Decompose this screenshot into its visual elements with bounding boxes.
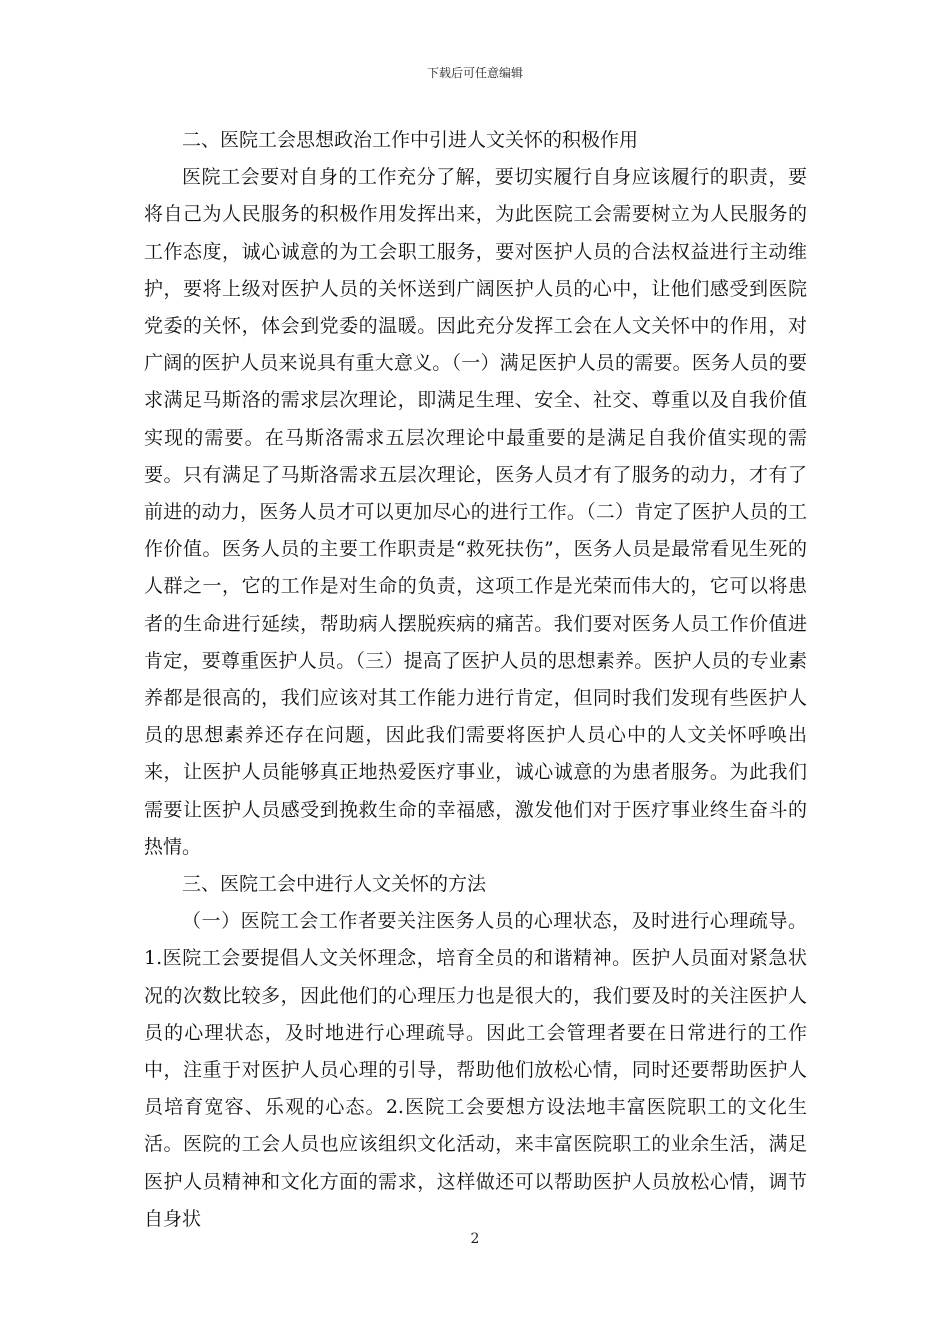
body-paragraph-1: 医院工会要对自身的工作充分了解，要切实履行自身应该履行的职责，要将自己为人民服务的积极作用发挥出来，为此医院工会需要树立为人民服务的工作态度，诚心诚意的为工会职工服务，要对医护人员的合法权益进行主动维护，要将上级对医护人员的关怀送到广阔医护人员的心中，让他们感受到医院党委的关怀，体会到党委的温暖。因此充分发挥工会在人文关怀中的作用，对广阔的医护人员来说具有重大意义。（一）满足医护人员的需要。医务人员的要求满足马斯洛的需求层次理论，即满足生理、安全、社交、尊重以及自我价值实现的需要。在马斯洛需求五层次理论中最重要的是满足自我价值实现的需要。只有满足了马斯洛需求五层次理论，医务人员才有了服务的动力，才有了前进的动力，医务人员才可以更加尽心的进行工作。（二）肯定了医护人员的工作价值。医务人员的主要工作职责是“救死扶伤”，医务人员是最常看见生死的人群之一，它的工作是对生命的负责，这项工作是光荣而伟大的，它可以将患者的生命进行延续，帮助病人摆脱疾病的痛苦。我们要对医务人员工作价值进肯定，要尊重医护人员。（三）提高了医护人员的思想素养。医护人员的专业素养都是很高的，我们应该对其工作能力进行肯定，但同时我们发现有些医护人员的思想素养还存在问题，因此我们需要将医护人员心中的人文关怀呼唤出来，让医护人员能够真正地热爱医疗事业，诚心诚意的为患者服务。为此我们需要让医护人员感受到挽救生命的幸福感，激发他们对于医疗事业终生奋斗的热情。 <box>144 166 807 858</box>
page-number: 2 <box>470 1231 480 1247</box>
document-body <box>144 122 807 1238</box>
body-paragraph-2: （一）医院工会工作者要关注医务人员的心理状态，及时进行心理疏导。1.医院工会要提倡人文关怀理念，培育全员的和谐精神。医护人员面对紧急状况的次数比较多，因此他们的心理压力也是很大的，我们要及时的关注医护人员的心理状态，及时地进行心理疏导。因此工会管理者要在日常进行的工作中，注重于对医护人员心理的引导，帮助他们放松心情，同时还要帮助医护人员培育宽容、乐观的心态。2.医院工会要想方设法地丰富医院职工的文化生活。医院的工会人员也应该组织文化活动，来丰富医院职工的业余生活，满足医护人员精神和文化方面的需求，这样做还可以帮助医护人员放松心情，调节自身状 <box>144 910 807 1230</box>
section-heading-2: 二、医院工会思想政治工作中引进人文关怀的积极作用 <box>182 129 639 151</box>
page-header: 下载后可任意编辑 <box>426 66 523 80</box>
section-heading-3: 三、医院工会中进行人文关怀的方法 <box>182 873 487 896</box>
